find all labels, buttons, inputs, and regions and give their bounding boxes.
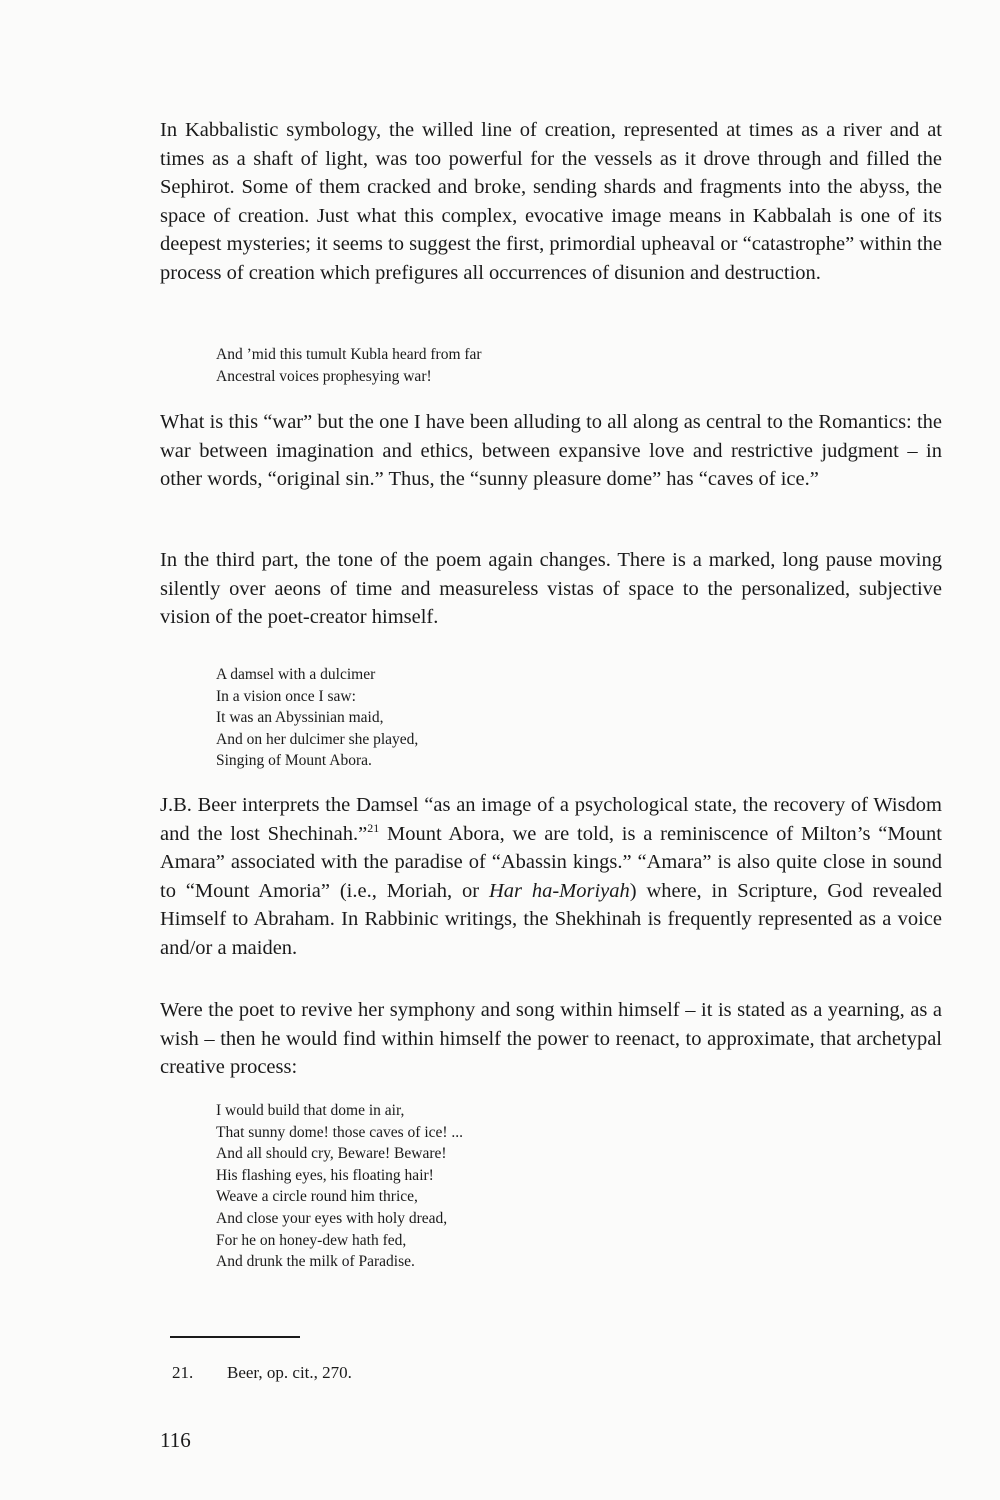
verse-line: Singing of Mount Abora. [216, 752, 372, 770]
footnote-text: Beer, op. cit., 270. [227, 1363, 352, 1382]
verse-line: And all should cry, Beware! Beware! [216, 1145, 447, 1163]
paragraph-text: Mount Abora, we are told, is a reminiscence of Milton’s “Mount Amara” associated with the paradise of “Abassin kings.” “Amara” is also quite close in sound to “Mount Amoria” (i.e., Moriah, or [160, 822, 942, 902]
page-number: 116 [160, 1428, 191, 1452]
verse-line: A damsel with a dulcimer [216, 666, 376, 683]
verse-damsel-dulcimer [216, 664, 816, 772]
paragraph-poet-revive: Were the poet to revive her symphony and song within himself – it is stated as a yearning, as a wish – then he would find within himself the power to reenact, to approximate, that archetypal creative process: [160, 999, 942, 1079]
paragraph-beer-interpretation [160, 791, 942, 963]
paragraph-war: What is this “war” but the one I have been alluding to all along as central to the Romantics: the war between imagination and ethics, between expansive love and restrictive judgment – in other words, “original sin.” Thus, the “sunny pleasure dome” has “caves of ice.” [160, 411, 942, 491]
verse-line: And drunk the milk of Paradise. [216, 1253, 415, 1271]
verse-line: I would build that dome in air, [216, 1102, 405, 1119]
verse-dome-in-air [216, 1100, 816, 1273]
footnote-separator [170, 1336, 300, 1338]
paragraph-text: J.B. Beer interprets the Damsel “as an image of a psychological state, the recovery of Wisdom and the lost Shechinah.” [160, 794, 942, 845]
verse-line: And ’mid this tumult Kubla heard from far [216, 346, 482, 363]
italic-term: Har ha-Moriyah [488, 879, 630, 902]
verse-line: Ancestral voices prophesying war! [216, 367, 432, 385]
verse-line: And on her dulcimer she played, [216, 730, 419, 748]
verse-line: That sunny dome! those caves of ice! ... [216, 1123, 464, 1141]
verse-line: Weave a circle round him thrice, [216, 1188, 418, 1206]
footnote-reference: 21 [367, 820, 380, 835]
paragraph-kabbalistic-symbology: In Kabbalistic symbology, the willed line of creation, represented at times as a river and at times as a shaft of light, was too powerful for the vessels as it drove through and filled the Sephirot. Some of them cracked and broke, sending shards and fragments into the abyss, the space of creation. Just what this complex, evocative image means in Kabbalah is one of its deepest mysteries; it seems to suggest the first, primordial upheaval or “catastrophe” within the process of creation which prefigures all occurrences of disunion and destruction. [160, 119, 942, 284]
verse-line: It was an Abyssinian maid, [216, 709, 384, 727]
verse-line: For he on honey-dew hath fed, [216, 1231, 407, 1249]
verse-kubla-tumult [216, 344, 816, 387]
paragraph-third-part: In the third part, the tone of the poem again changes. There is a marked, long pause moving silently over aeons of time and measureless vistas of space to the personalized, subjective vision of the poet-creator himself. [160, 549, 942, 629]
footnote [172, 1362, 352, 1384]
verse-line: His flashing eyes, his floating hair! [216, 1166, 434, 1184]
paragraph-text: ) where, in Scripture, God revealed Himself to Abraham. In Rabbinic writings, the Shekhinah is frequently represented as a voice and/or a maiden. [160, 879, 942, 959]
verse-line: In a vision once I saw: [216, 687, 356, 705]
footnote-number: 21. [172, 1363, 194, 1382]
verse-line: And close your eyes with holy dread, [216, 1209, 448, 1227]
